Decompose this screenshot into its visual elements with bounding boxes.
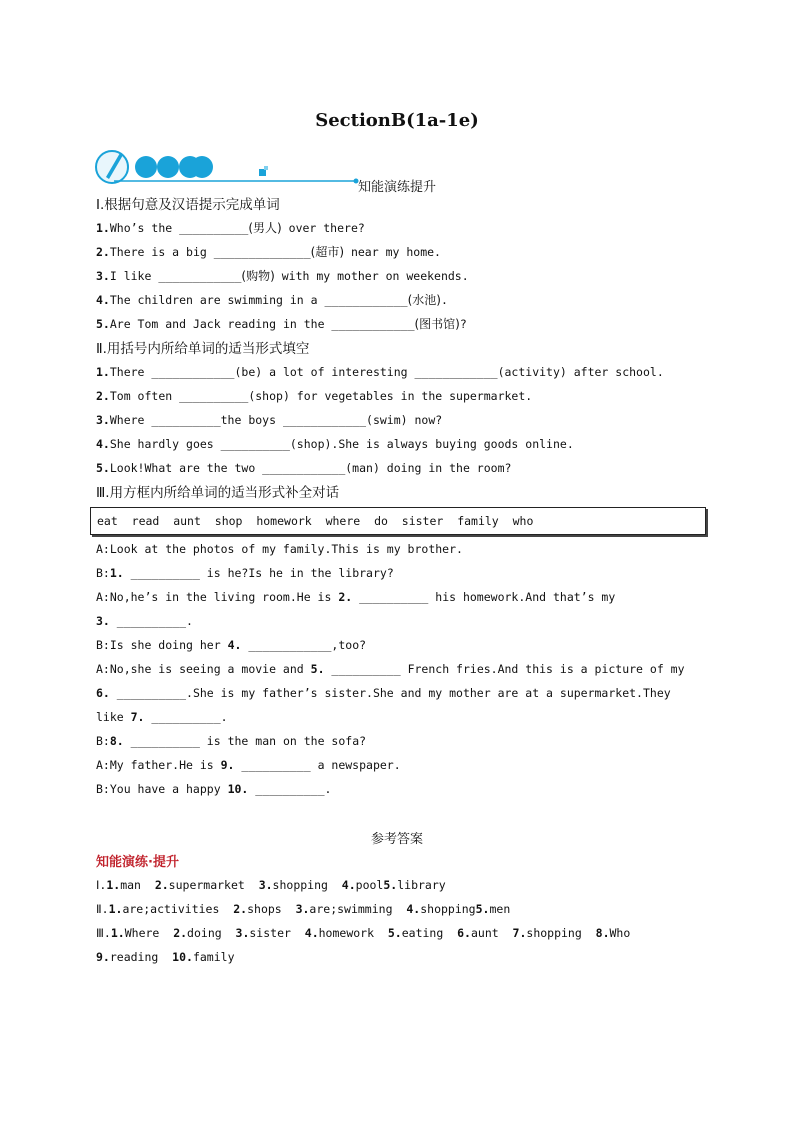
- answer-number: 5.: [383, 878, 398, 892]
- question-number: 2.: [96, 245, 110, 259]
- blank-number: 9.: [220, 758, 235, 772]
- page-title: SectionB(1a-1e): [315, 110, 479, 131]
- word-bank-word: homework: [256, 514, 312, 528]
- word-bank-word: family: [457, 514, 499, 528]
- blank-number: 4.: [227, 638, 242, 652]
- dialogue-text: A:No,she is seeing a movie and: [96, 662, 311, 676]
- question-text: .: [440, 293, 448, 307]
- dialogue-text: __________.: [144, 710, 228, 724]
- question-number: 4.: [96, 437, 110, 451]
- word-bank-word: sister: [401, 514, 444, 528]
- answer-text: Ⅰ.: [96, 878, 107, 892]
- word-bank-word: aunt: [173, 514, 201, 528]
- dialogue-text: B:Is she doing her: [96, 638, 228, 652]
- part1-question: [96, 244, 441, 260]
- answer-number: 4.: [341, 878, 356, 892]
- answer-number: 9.: [96, 950, 110, 964]
- question-text: There ____________(be) a lot of interesting ____________(activity) after school.: [109, 365, 664, 379]
- blank-number: 2.: [338, 590, 353, 604]
- banner-dot-2: [157, 156, 179, 178]
- dialogue-text: B:You have a happy: [96, 782, 228, 796]
- dialogue-text: __________.She is my father’s sister.She and my mother are at a supermarket.They: [109, 686, 671, 700]
- dialogue-line: [96, 661, 685, 677]
- answer-number: 10.: [172, 950, 193, 964]
- dialogue-text: __________ his homework.And that’s my: [352, 590, 616, 604]
- word-bank-word: who: [512, 514, 534, 528]
- answer-text: shopping: [420, 902, 476, 916]
- answer-line: [96, 877, 446, 893]
- dialogue-text: A:No,he’s in the living room.He is: [96, 590, 339, 604]
- blank-number: 3.: [96, 614, 110, 628]
- question-number: 5.: [96, 461, 110, 475]
- answer-text: Ⅲ.: [96, 926, 111, 940]
- question-number: 3.: [96, 269, 110, 283]
- question-number: 3.: [96, 413, 110, 427]
- part2-heading: Ⅱ.用括号内所给单词的适当形式填空: [96, 341, 310, 357]
- dialogue-line: [96, 733, 366, 749]
- answer-text: Who: [609, 926, 631, 940]
- question-text: She hardly goes __________(shop).She is always buying goods online.: [109, 437, 574, 451]
- answer-number: 2.: [154, 878, 169, 892]
- answer-line: [96, 901, 510, 917]
- question-text: over there?: [281, 221, 365, 235]
- question-number: 2.: [96, 389, 110, 403]
- answer-line: [96, 925, 630, 941]
- question-number: 1.: [96, 221, 110, 235]
- blank-number: 10.: [227, 782, 249, 796]
- part2-question: [96, 460, 511, 476]
- dialogue-text: __________.: [109, 614, 193, 628]
- word-bank-word: read: [131, 514, 160, 528]
- question-text: Who’s the __________: [109, 221, 249, 235]
- answer-number: 2.: [233, 902, 248, 916]
- question-number: 4.: [96, 293, 110, 307]
- dialogue-text: B:: [96, 734, 110, 748]
- word-bank-box: [90, 507, 706, 535]
- part2-question: [96, 412, 442, 428]
- answer-text: doing: [187, 926, 236, 940]
- answer-number: 6.: [457, 926, 471, 940]
- part1-heading: Ⅰ.根据句意及汉语提示完成单词: [96, 197, 280, 213]
- answers-subtitle: 知能演练·提升: [96, 855, 179, 870]
- part1-question: [96, 316, 467, 332]
- answer-number: 8.: [595, 926, 610, 940]
- answer-text: shopping: [526, 926, 596, 940]
- word-bank-word: where: [325, 514, 361, 528]
- answer-number: 3.: [235, 926, 250, 940]
- dialogue-line: [96, 613, 193, 629]
- question-text: There is a big ______________: [109, 245, 311, 259]
- question-text: Are Tom and Jack reading in the ____________: [109, 317, 415, 331]
- answer-text: shops: [247, 902, 296, 916]
- banner-dot-1: [135, 156, 157, 178]
- part1-question: [96, 292, 448, 308]
- answer-text: shopping: [272, 878, 342, 892]
- part1-question: [96, 268, 469, 284]
- chinese-hint: (超市): [310, 245, 345, 259]
- dialogue-line: [96, 757, 401, 773]
- blank-number: 7.: [130, 710, 145, 724]
- question-text: near my home.: [344, 245, 441, 259]
- question-number: 1.: [96, 365, 110, 379]
- dialogue-text: A:My father.He is: [96, 758, 221, 772]
- answer-text: Where: [124, 926, 174, 940]
- answer-number: 1.: [108, 902, 123, 916]
- dialogue-text: __________.: [248, 782, 332, 796]
- question-text: Look!What are the two ____________(man) doing in the room?: [109, 461, 512, 475]
- banner-label: 知能演练提升: [358, 180, 437, 195]
- banner-dot-4: [191, 156, 213, 178]
- answer-number: 4.: [304, 926, 319, 940]
- answer-text: library: [397, 878, 446, 892]
- blank-number: 6.: [96, 686, 110, 700]
- part1-question: [96, 220, 365, 236]
- answer-text: eating: [401, 926, 458, 940]
- answer-text: homework: [318, 926, 388, 940]
- answer-text: supermarket: [168, 878, 259, 892]
- question-text: Tom often __________(shop) for vegetables in the supermarket.: [109, 389, 533, 403]
- chinese-hint: (水池): [407, 293, 441, 307]
- dialogue-text: like: [96, 710, 131, 724]
- dialogue-text: __________ is the man on the sofa?: [123, 734, 367, 748]
- answer-text: are;swimming: [309, 902, 407, 916]
- word-bank: [97, 514, 533, 528]
- answer-number: 3.: [295, 902, 310, 916]
- part2-question: [96, 436, 574, 452]
- dialogue-line: [96, 709, 228, 725]
- question-text: with my mother on weekends.: [274, 269, 469, 283]
- answer-number: 3.: [258, 878, 273, 892]
- answer-text: reading: [109, 950, 173, 964]
- answer-text: pool: [355, 878, 384, 892]
- chinese-hint: (男人): [248, 221, 282, 235]
- part3-heading: Ⅲ.用方框内所给单词的适当形式补全对话: [96, 485, 340, 501]
- part2-question: [96, 388, 532, 404]
- dialogue-line: [96, 781, 331, 797]
- answer-number: 5.: [475, 902, 490, 916]
- answer-text: men: [489, 902, 511, 916]
- question-text: I like ____________: [109, 269, 242, 283]
- answer-number: 1.: [106, 878, 121, 892]
- word-bank-word: eat: [97, 514, 118, 528]
- answer-text: sister: [249, 926, 305, 940]
- dialogue-text: A:Look at the photos of my family.This is my brother.: [96, 542, 463, 556]
- chinese-hint: (图书馆): [414, 317, 460, 331]
- dialogue-text: B:: [96, 566, 110, 580]
- dialogue-line: [96, 637, 366, 653]
- blank-number: 5.: [310, 662, 325, 676]
- part2-question: [96, 364, 664, 380]
- answer-number: 2.: [173, 926, 188, 940]
- dialogue-line: [96, 541, 463, 557]
- answer-number: 4.: [406, 902, 421, 916]
- answers-title: 参考答案: [370, 832, 423, 847]
- answer-text: aunt: [470, 926, 513, 940]
- dialogue-text: __________ French fries.And this is a picture of my: [324, 662, 685, 676]
- question-text: ?: [459, 317, 467, 331]
- word-bank-word: do: [374, 514, 388, 528]
- answer-text: family: [192, 950, 235, 964]
- question-text: Where __________the boys ____________(swim) now?: [109, 413, 443, 427]
- answer-number: 1.: [110, 926, 125, 940]
- dialogue-text: ____________,too?: [241, 638, 367, 652]
- blank-number: 1.: [109, 566, 124, 580]
- dialogue-line: [96, 589, 615, 605]
- answer-text: Ⅱ.: [96, 902, 109, 916]
- answer-text: are;activities: [122, 902, 234, 916]
- question-number: 5.: [96, 317, 110, 331]
- answer-number: 5.: [387, 926, 402, 940]
- dialogue-line: [96, 685, 671, 701]
- dialogue-line: [96, 565, 394, 581]
- answer-number: 7.: [512, 926, 527, 940]
- question-text: The children are swimming in a ____________: [109, 293, 408, 307]
- answer-line: [96, 949, 235, 965]
- banner-square-icon: [259, 169, 266, 176]
- dialogue-text: __________ is he?Is he in the library?: [123, 566, 394, 580]
- dialogue-text: __________ a newspaper.: [234, 758, 401, 772]
- answer-text: man: [120, 878, 155, 892]
- word-bank-word: shop: [214, 514, 243, 528]
- blank-number: 8.: [109, 734, 124, 748]
- chinese-hint: (购物): [241, 269, 275, 283]
